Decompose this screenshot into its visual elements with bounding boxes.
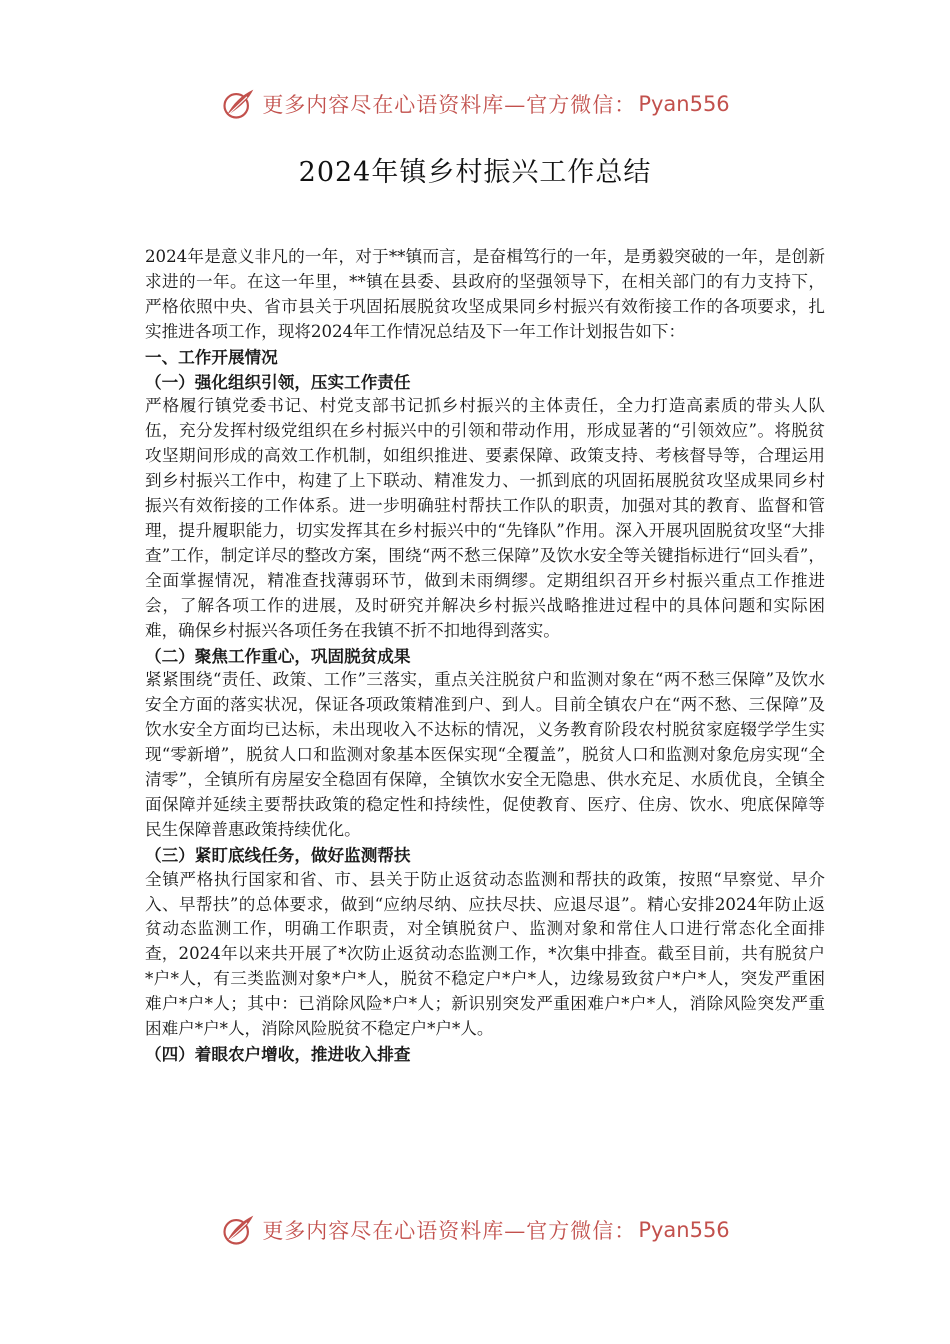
document-title: 2024年镇乡村振兴工作总结: [298, 157, 652, 188]
watermark-handle: Pyan556: [638, 1218, 730, 1242]
header-watermark: [0, 84, 950, 124]
intro-paragraph: 2024年是意义非凡的一年，对于**镇而言，是奋楫笃行的一年，是勇毅突破的一年，是创新求进的一年。在这一年里，**镇在县委、县政府的坚强领导下，在相关部门的有力支持下，严格依照中央、省市县关于巩固拓展脱贫攻坚成果同乡村振兴有效衔接工作的各项要求，扎实推进各项工作，现将2024年工作情况总结及下一年工作计划报告如下：: [145, 247, 825, 341]
subsection-heading-4: （四）着眼农户增收，推进收入排查: [145, 1044, 411, 1064]
feather-logo-icon: [220, 86, 256, 122]
paragraph-1: 严格履行镇党委书记、村党支部书记抓乡村振兴的主体责任，全力打造高素质的带头人队伍，充分发挥村级党组织在乡村振兴中的引领和带动作用，形成显著的“引领效应”。将脱贫攻坚期间形成的高效工作机制，如组织推进、要素保障、政策支持、考核督导等，合理运用到乡村振兴工作中，构建了上下联动、精准发力、一抓到底的巩固拓展脱贫攻坚成果同乡村振兴有效衔接的工作体系。进一步明确驻村帮扶工作队的职责，加强对其的教育、监督和管理，提升履职能力，切实发挥其在乡村振兴中的“先锋队”作用。深入开展巩固脱贫攻坚“大排查”工作，制定详尽的整改方案，围绕“两不愁三保障”及饮水安全等关键指标进行“回头看”，全面掌握情况，精准查找薄弱环节，做到未雨绸缪。定期组织召开乡村振兴重点工作推进会，了解各项工作的进展，及时研究并解决乡村振兴战略推进过程中的具体问题和实际困难，确保乡村振兴各项任务在我镇不折不扣地得到落实。: [145, 396, 825, 640]
feather-logo-icon: [220, 1212, 256, 1248]
subsection-heading-1: （一）强化组织引领，压实工作责任: [145, 371, 411, 392]
footer-watermark: [0, 1210, 950, 1250]
watermark-text: 更多内容尽在心语资料库—官方微信：: [262, 93, 637, 117]
watermark-text: 更多内容尽在心语资料库—官方微信：: [262, 1219, 637, 1243]
paragraph-3: 全镇严格执行国家和省、市、县关于防止返贫动态监测和帮扶的政策，按照“早察觉、早介入、早帮扶”的总体要求，做到“应纳尽纳、应扶尽扶、应退尽退”。精心安排2024年防止返贫动态监测工作，明确工作职责，对全镇脱贫户、监测对象和常住人口进行常态化全面排查，2024年以来共开展了*次防止返贫动态监测工作，*次集中排查。截至目前，共有脱贫户*户*人，有三类监测对象*户*人，脱贫不稳定户*户*人，边缘易致贫户*户*人，突发严重困难户*户*人；其中：已消除风险*户*人；新识别突发严重困难户*户*人，消除风险突发严重困难户*户*人，消除风险脱贫不稳定户*户*人。: [145, 869, 825, 1039]
section-heading-1: 一、工作开展情况: [145, 346, 278, 367]
subsection-heading-2: （二）聚焦工作重心，巩固脱贫成果: [145, 645, 411, 666]
paragraph-2: 紧紧围绕“责任、政策、工作”三落实，重点关注脱贫户和监测对象在“两不愁三保障”及饮水安全方面的落实状况，保证各项政策精准到户、到人。目前全镇农户在“两不愁、三保障”及饮水安全方面均已达标，未出现收入不达标的情况，义务教育阶段农村脱贫家庭辍学学生实现“零新增”，脱贫人口和监测对象基本医保实现“全覆盖”，脱贫人口和监测对象危房实现“全清零”，全镇所有房屋安全稳固有保障，全镇饮水安全无隐患、供水充足、水质优良，全镇全面保障并延续主要帮扶政策的稳定性和持续性，促使教育、医疗、住房、饮水、兜底保障等民生保障普惠政策持续优化。: [145, 670, 825, 839]
document-body: [145, 245, 825, 1067]
subsection-heading-3: （三）紧盯底线任务，做好监测帮扶: [145, 844, 411, 865]
watermark-handle: Pyan556: [638, 92, 730, 116]
